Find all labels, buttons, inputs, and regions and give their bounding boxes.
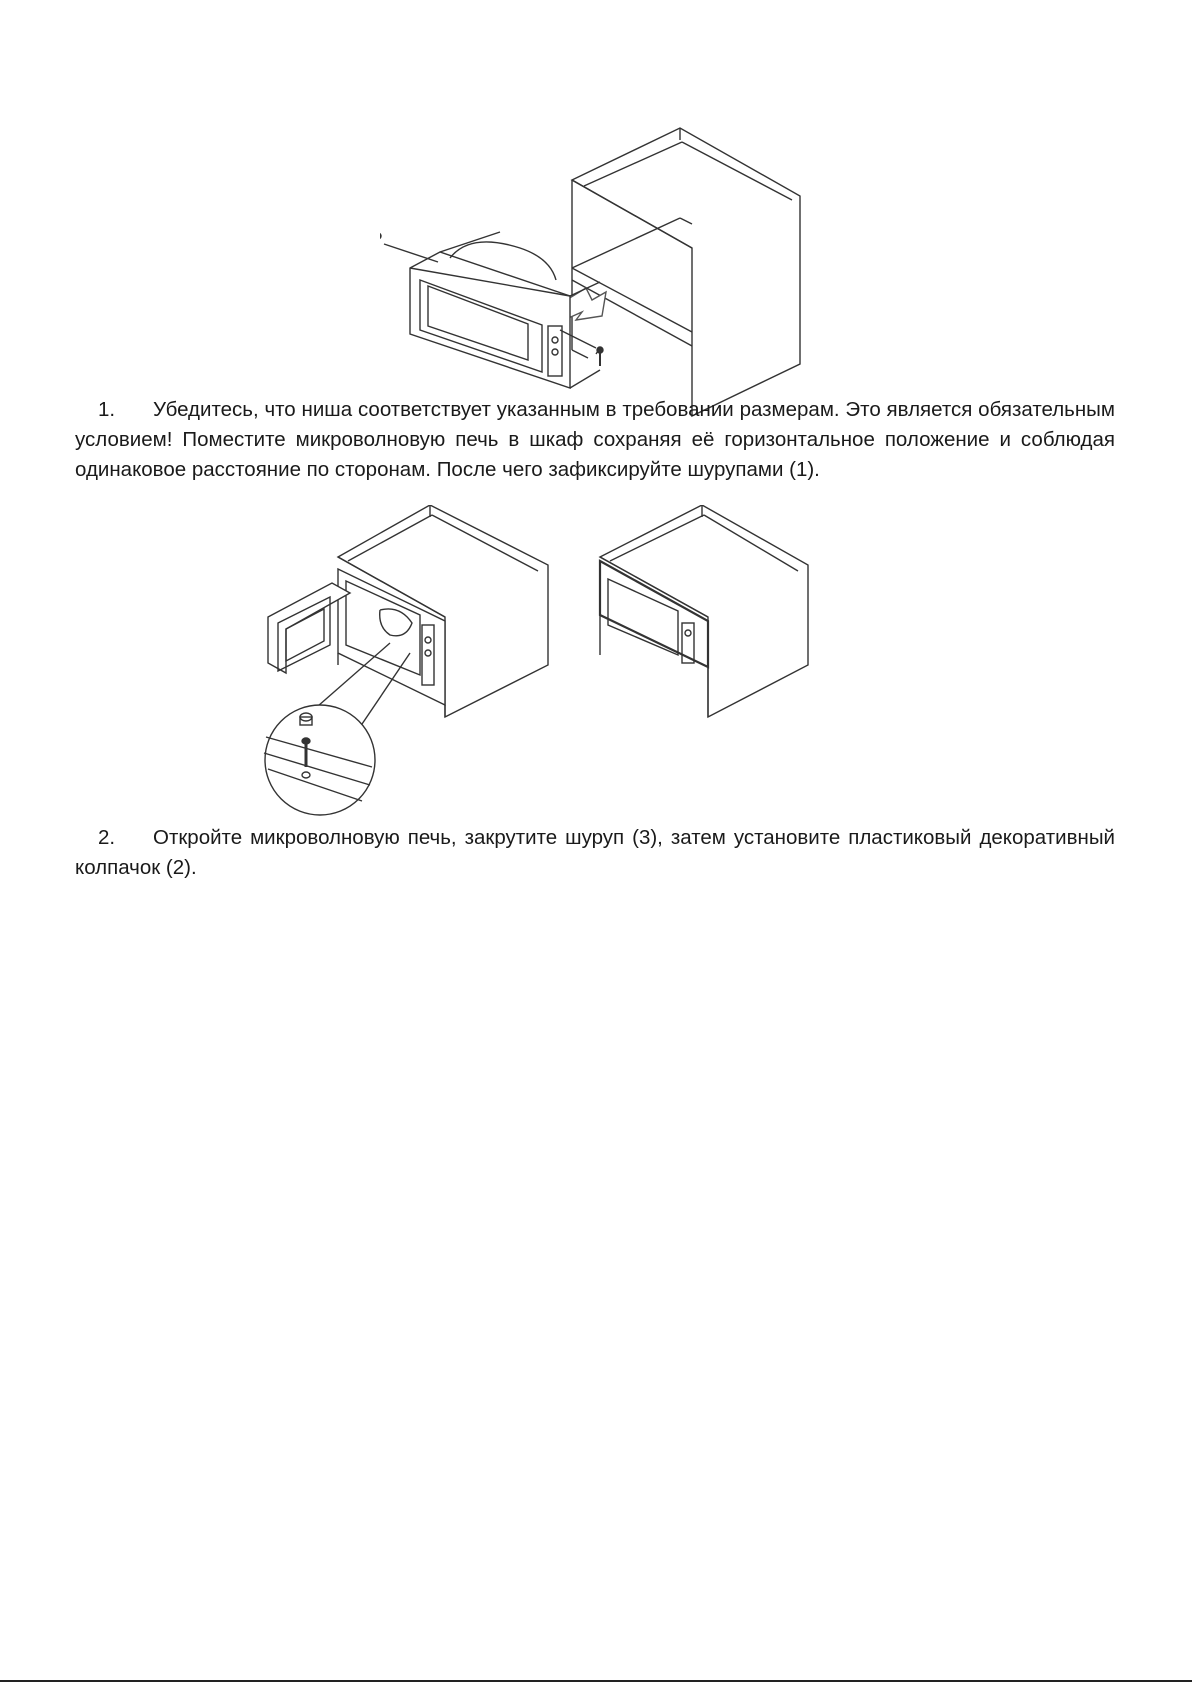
figure-1-illustration — [380, 120, 820, 420]
open-microwave-in-cabinet-drawing — [268, 505, 548, 717]
figure-2-illustration — [250, 505, 880, 825]
installation-diagram-1 — [380, 120, 820, 420]
step-2-number: 2. — [98, 826, 116, 849]
installation-diagram-2 — [250, 505, 880, 825]
closed-microwave-in-cabinet-drawing — [600, 505, 808, 717]
step-1-number: 1. — [98, 398, 116, 421]
cabinet-drawing — [572, 128, 800, 416]
step-1-paragraph — [75, 395, 1115, 485]
page-bottom-rule — [0, 1680, 1192, 1682]
step-2-paragraph — [75, 823, 1115, 883]
step-2-text: Откройте микроволновую печь, закрутите шуруп (3), затем установите пластиковый декоративный колпачок (2). — [75, 826, 1115, 879]
step-1-text: Убедитесь, что ниша соответствует указанным в требовании размерам. Это является обязательным условием! Поместите микроволновую печь в шкаф сохраняя её горизонтальное положение и соблюдая одинаковое расстояние по сторонам. После чего зафиксируйте шурупами (1). — [75, 398, 1115, 481]
